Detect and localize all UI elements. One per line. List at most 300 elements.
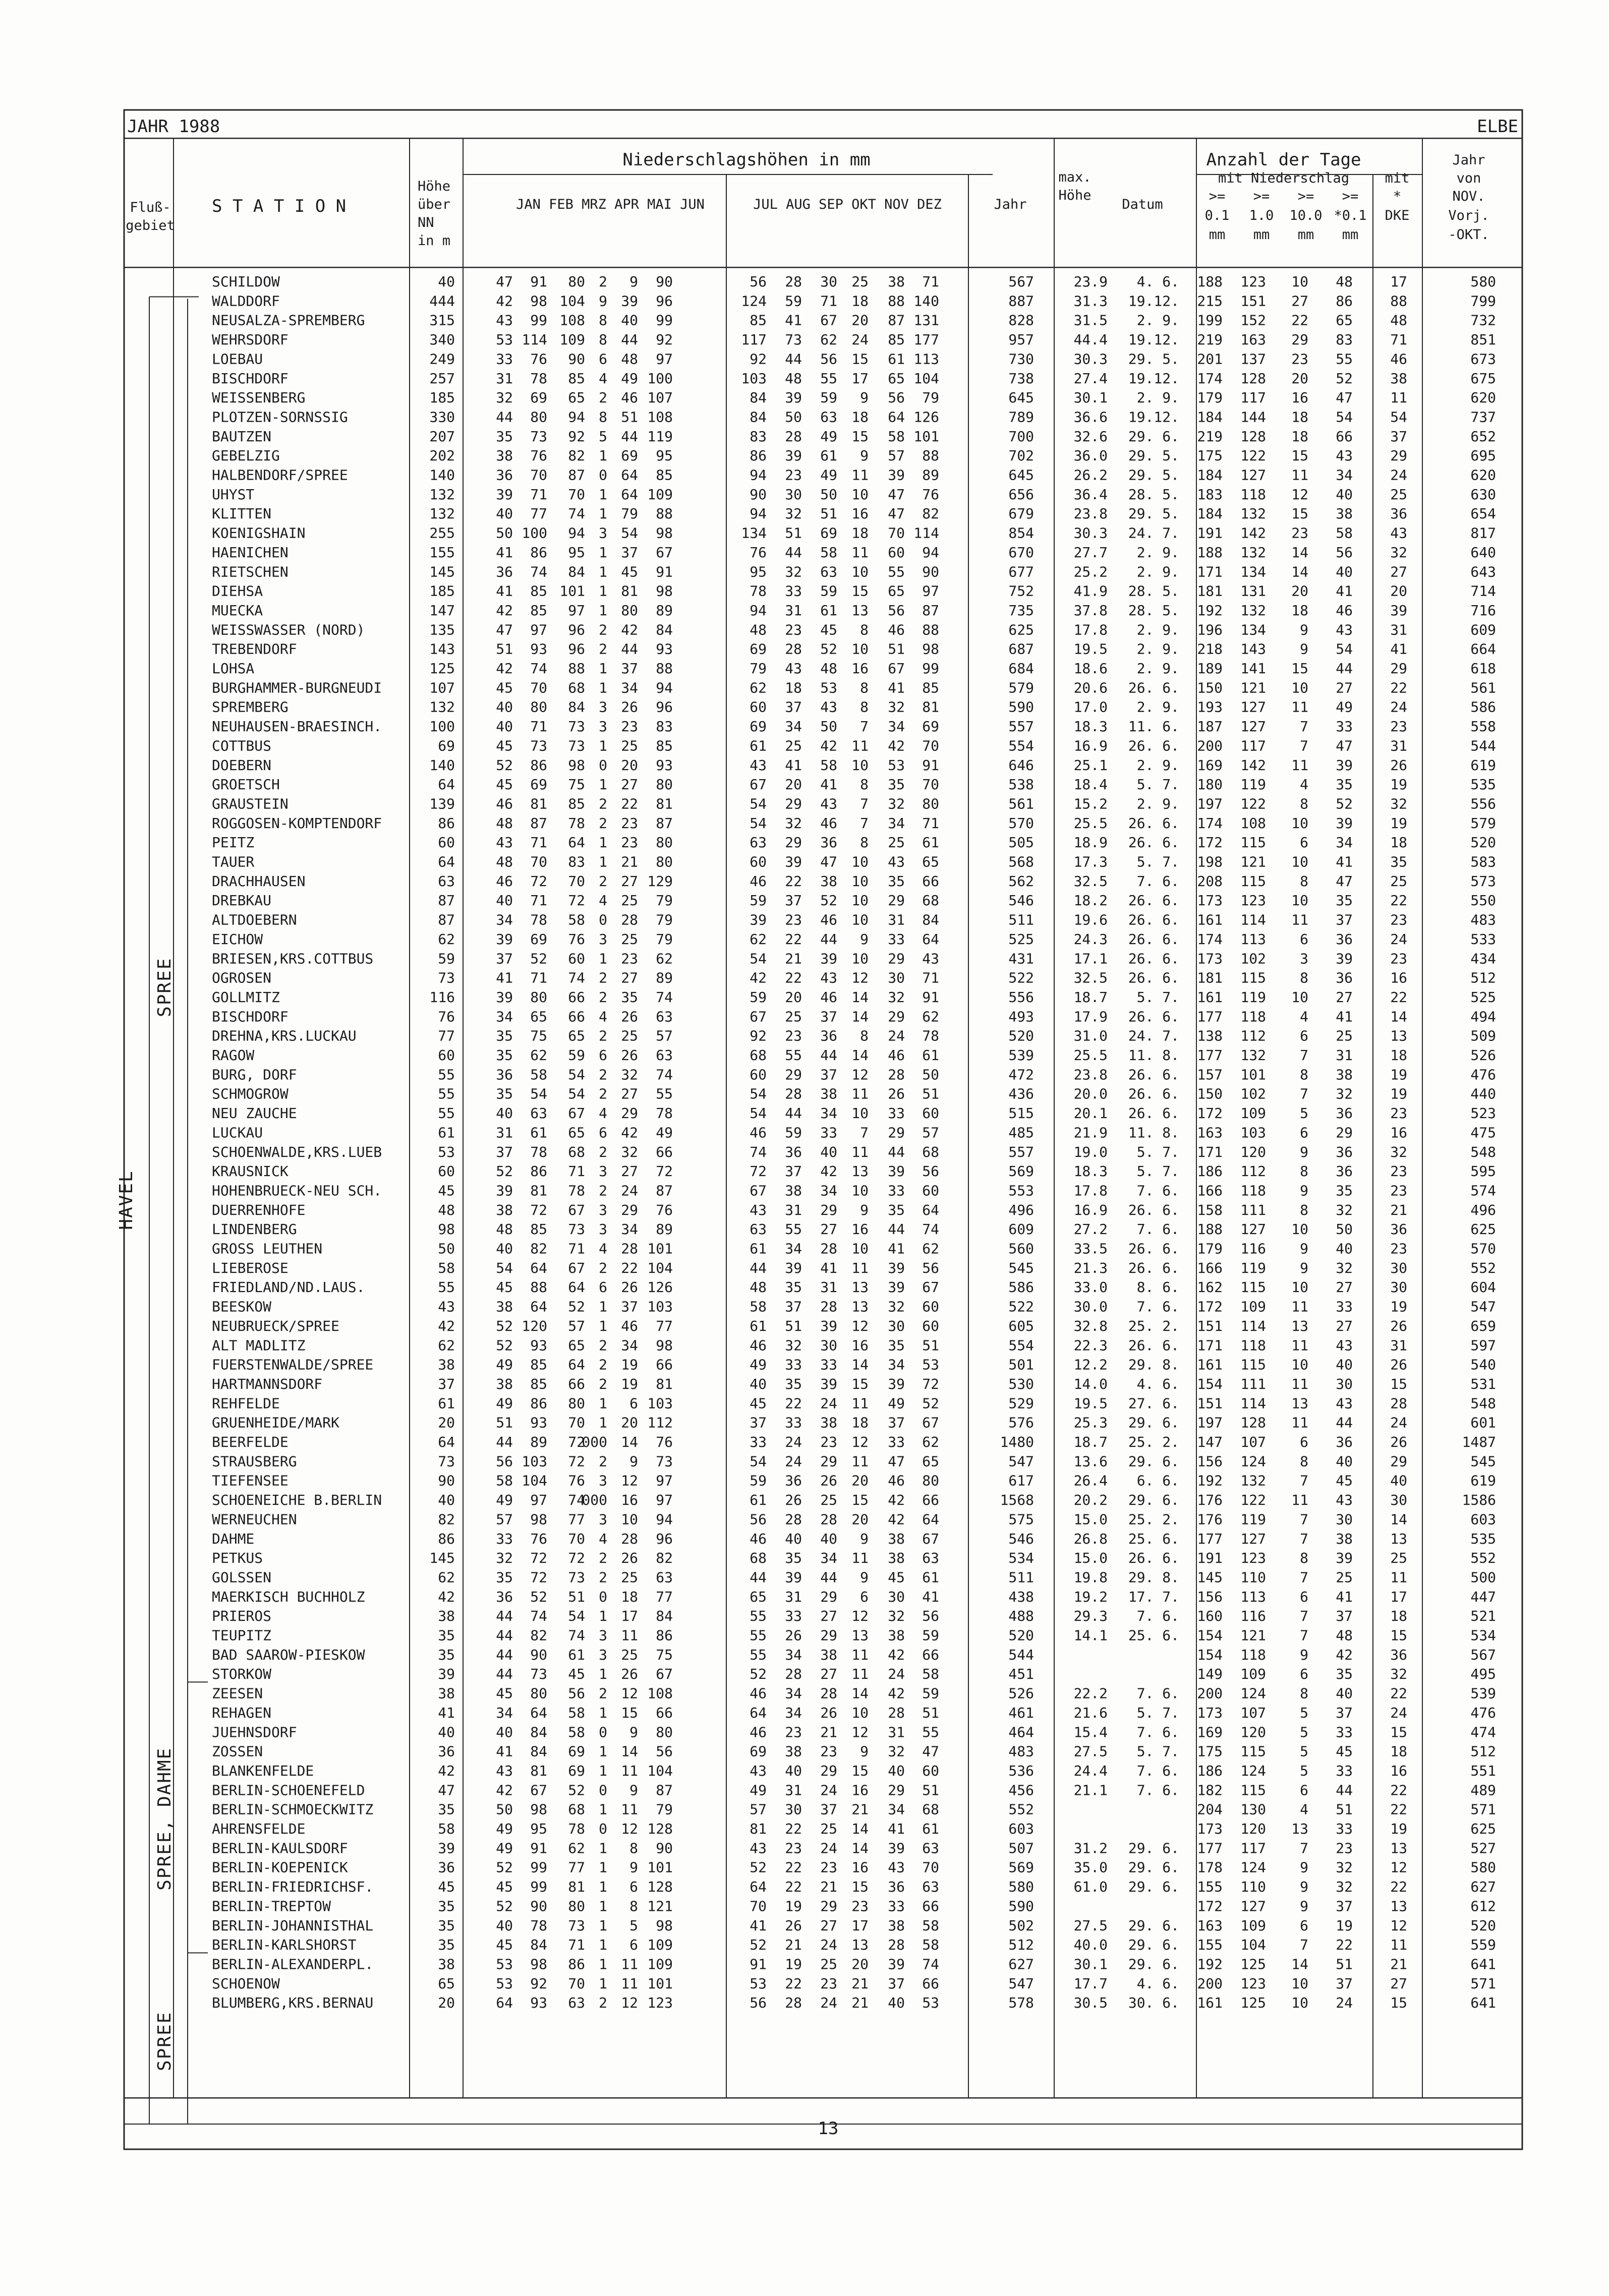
table-cell: 15 bbox=[851, 1492, 869, 1509]
table-cell: 6 bbox=[1300, 1782, 1308, 1799]
table-cell: 11 bbox=[621, 1956, 638, 1973]
table-cell: 85 bbox=[656, 466, 673, 484]
table-row bbox=[212, 273, 1496, 290]
table-cell: 86 bbox=[1336, 292, 1353, 310]
table-cell: 44 bbox=[1336, 1414, 1353, 1431]
table-cell: 72 bbox=[568, 892, 585, 909]
table-cell: 19 bbox=[1390, 1066, 1407, 1083]
table-cell: 255 bbox=[429, 524, 455, 542]
table-row bbox=[212, 660, 1496, 677]
table-cell: 36.6 bbox=[1073, 408, 1108, 426]
table-cell: 29. 5. bbox=[1128, 466, 1179, 484]
table-cell: 53 bbox=[820, 679, 837, 696]
table-cell: 16 bbox=[851, 1782, 869, 1799]
table-cell: 25 bbox=[621, 892, 638, 909]
table-cell: 29 bbox=[785, 1066, 802, 1083]
table-cell: 41 bbox=[438, 1704, 455, 1721]
table-cell: 20 bbox=[851, 312, 869, 329]
table-cell: 714 bbox=[1470, 582, 1496, 600]
table-cell: 56 bbox=[888, 389, 905, 406]
table-cell: 434 bbox=[1470, 950, 1496, 967]
table-cell: 177 bbox=[913, 331, 939, 348]
table-cell: 42 bbox=[888, 1685, 905, 1702]
table-cell: 120 bbox=[1240, 1724, 1266, 1741]
table-cell: 51 bbox=[621, 408, 638, 426]
table-cell: 125 bbox=[1240, 1956, 1266, 1973]
table-cell: 47 bbox=[1336, 389, 1353, 406]
table-cell: 43 bbox=[820, 969, 837, 986]
table-cell: 17.7 bbox=[1073, 1975, 1108, 1992]
table-cell: 61 bbox=[750, 1317, 767, 1334]
table-cell: 26 bbox=[1390, 1317, 1407, 1334]
table-cell: 19.2 bbox=[1073, 1588, 1108, 1605]
table-cell: 438 bbox=[1008, 1588, 1034, 1605]
table-cell: 1 bbox=[599, 1414, 607, 1431]
table-cell: 72 bbox=[922, 1375, 939, 1392]
table-cell: 74 bbox=[568, 1627, 585, 1644]
table-cell: 30 bbox=[888, 969, 905, 986]
table-cell: 103 bbox=[1240, 1124, 1266, 1141]
table-cell: 520 bbox=[1470, 1917, 1496, 1934]
table-cell: 5. 7. bbox=[1136, 988, 1179, 1006]
table-cell: 12 bbox=[1390, 1859, 1407, 1876]
table-cell: 112 bbox=[1240, 1027, 1266, 1044]
table-row bbox=[212, 1936, 1496, 1953]
table-cell: 27 bbox=[621, 1163, 638, 1180]
table-cell: 92 bbox=[568, 428, 585, 445]
station-name: REHFELDE bbox=[212, 1395, 280, 1412]
table-cell: 520 bbox=[1008, 1027, 1034, 1044]
table-cell: 1 bbox=[599, 544, 607, 561]
table-cell: 19 bbox=[1390, 1820, 1407, 1837]
table-cell: 97 bbox=[530, 621, 547, 638]
table-cell: 11. 8. bbox=[1128, 1124, 1179, 1141]
station-name: BERLIN-FRIEDRICHSF. bbox=[212, 1878, 374, 1896]
table-cell: 109 bbox=[647, 1936, 673, 1954]
table-cell: 31 bbox=[888, 911, 905, 928]
table-cell: 34 bbox=[496, 1008, 513, 1025]
table-cell: 64 bbox=[621, 466, 638, 484]
table-cell: 40 bbox=[496, 1917, 513, 1934]
table-cell: 40 bbox=[496, 1240, 513, 1257]
table-cell: 31 bbox=[1390, 621, 1407, 638]
table-cell: 72 bbox=[656, 1163, 673, 1180]
table-cell: 37 bbox=[820, 1801, 837, 1818]
table-cell: 69 bbox=[750, 640, 767, 658]
table-cell: 95 bbox=[568, 544, 585, 561]
table-cell: 35 bbox=[496, 1085, 513, 1102]
table-cell: 42 bbox=[1336, 1646, 1353, 1663]
table-row bbox=[212, 1762, 1496, 1779]
table-cell: 51 bbox=[922, 1782, 939, 1799]
table-cell: 35 bbox=[496, 428, 513, 445]
table-cell: 56 bbox=[922, 1163, 939, 1180]
table-cell: 87 bbox=[656, 814, 673, 832]
table-cell: 34 bbox=[888, 1356, 905, 1373]
table-cell: 124 bbox=[1240, 1453, 1266, 1470]
table-cell: 12 bbox=[851, 1434, 869, 1450]
table-cell: 83 bbox=[750, 428, 767, 445]
table-cell: 100 bbox=[647, 370, 673, 387]
table-cell: 94 bbox=[750, 505, 767, 522]
table-cell: 21 bbox=[820, 1878, 837, 1896]
table-cell: 139 bbox=[429, 795, 455, 812]
table-cell: 34 bbox=[785, 718, 802, 735]
table-cell: 51 bbox=[922, 1704, 939, 1721]
table-cell: 29 bbox=[888, 1008, 905, 1025]
table-cell: 94 bbox=[568, 408, 585, 426]
table-cell: 30 bbox=[1336, 1511, 1353, 1528]
table-cell: 74 bbox=[530, 1608, 547, 1625]
table-cell: 120 bbox=[522, 1317, 547, 1334]
station-name: BISCHDORF bbox=[212, 1008, 289, 1025]
table-row bbox=[212, 1221, 1496, 1238]
table-cell: 561 bbox=[1470, 679, 1496, 696]
table-cell: 84 bbox=[568, 563, 585, 580]
table-cell: 000 bbox=[582, 1434, 607, 1450]
table-cell: 61 bbox=[750, 737, 767, 754]
table-cell: 21.9 bbox=[1073, 1124, 1108, 1141]
table-cell: 64 bbox=[750, 1704, 767, 1721]
table-cell: 10 bbox=[1291, 988, 1308, 1006]
table-cell: 38 bbox=[785, 1182, 802, 1199]
table-cell: 679 bbox=[1008, 505, 1034, 522]
station-name: GROSS LEUTHEN bbox=[212, 1240, 323, 1257]
table-cell: 46 bbox=[888, 621, 905, 638]
table-cell: 21 bbox=[621, 853, 638, 870]
table-cell: 26. 6. bbox=[1128, 950, 1179, 967]
table-cell: 132 bbox=[1240, 1472, 1266, 1489]
table-cell: 64 bbox=[496, 1994, 513, 2012]
table-cell: 29 bbox=[785, 795, 802, 812]
threshold-op-4: >= bbox=[1342, 189, 1359, 204]
table-cell: 39 bbox=[785, 447, 802, 464]
station-name: DOEBERN bbox=[212, 756, 272, 774]
table-cell: 73 bbox=[568, 718, 585, 735]
table-cell: 22 bbox=[785, 1975, 802, 1992]
table-cell: 75 bbox=[656, 1646, 673, 1663]
table-cell: 673 bbox=[1470, 350, 1496, 368]
table-cell: 1 bbox=[599, 1743, 607, 1760]
table-cell: 24 bbox=[1336, 1994, 1353, 2012]
table-cell: 19.12. bbox=[1128, 292, 1179, 310]
table-cell: 19 bbox=[785, 1898, 802, 1915]
table-cell: 69 bbox=[438, 737, 455, 754]
table-cell: 13 bbox=[851, 1627, 869, 1644]
table-cell: 7 bbox=[1300, 1840, 1308, 1857]
table-cell: 19.0 bbox=[1073, 1143, 1108, 1160]
table-cell: 55 bbox=[438, 1279, 455, 1296]
table-cell: 10 bbox=[621, 1511, 638, 1528]
table-cell: 89 bbox=[922, 466, 939, 484]
table-cell: 109 bbox=[647, 1956, 673, 1973]
table-cell: 120 bbox=[1240, 1820, 1266, 1837]
table-cell: 72 bbox=[530, 1569, 547, 1586]
table-cell: 63 bbox=[656, 1047, 673, 1064]
table-cell: 828 bbox=[1008, 312, 1034, 329]
table-cell: 6 bbox=[599, 1047, 607, 1064]
table-cell: 29 bbox=[1390, 447, 1407, 464]
table-cell: 12 bbox=[851, 969, 869, 986]
station-name: AHRENSFELDE bbox=[212, 1820, 306, 1837]
table-cell: 37 bbox=[1336, 911, 1353, 928]
station-name: BISCHDORF bbox=[212, 370, 289, 387]
table-cell: 21 bbox=[1390, 1201, 1407, 1218]
table-cell: 21 bbox=[1390, 1956, 1407, 1973]
table-cell: 137 bbox=[1240, 350, 1266, 368]
table-cell: 172 bbox=[1197, 1298, 1223, 1315]
table-cell: 5. 7. bbox=[1136, 776, 1179, 793]
table-cell: 684 bbox=[1008, 660, 1034, 677]
table-cell: 14 bbox=[851, 1047, 869, 1064]
table-cell: 656 bbox=[1008, 486, 1034, 503]
table-cell: 11 bbox=[1291, 1337, 1308, 1354]
table-cell: 68 bbox=[568, 1143, 585, 1160]
table-cell: 109 bbox=[1240, 1298, 1266, 1315]
table-cell: 13 bbox=[1390, 1530, 1407, 1547]
table-cell: 12 bbox=[851, 1317, 869, 1334]
table-cell: 22.3 bbox=[1073, 1337, 1108, 1354]
table-cell: 32 bbox=[785, 814, 802, 832]
table-cell: 60 bbox=[750, 1066, 767, 1083]
table-cell: 547 bbox=[1470, 1298, 1496, 1315]
table-row bbox=[212, 1202, 1496, 1218]
table-cell: 42 bbox=[888, 1646, 905, 1663]
table-cell: 126 bbox=[913, 408, 939, 426]
table-cell: 7 bbox=[860, 1124, 869, 1141]
table-cell: 620 bbox=[1470, 389, 1496, 406]
table-cell: 70 bbox=[922, 1859, 939, 1876]
table-cell: 40 bbox=[621, 312, 638, 329]
table-cell: 68 bbox=[568, 1801, 585, 1818]
table-cell: 41 bbox=[496, 544, 513, 561]
table-cell: 3 bbox=[599, 1221, 607, 1238]
table-cell: 34 bbox=[888, 814, 905, 832]
table-row bbox=[212, 950, 1496, 967]
table-cell: 22 bbox=[1390, 892, 1407, 909]
table-cell: 71 bbox=[922, 969, 939, 986]
table-cell: 36 bbox=[785, 1143, 802, 1160]
table-cell: 41 bbox=[496, 969, 513, 986]
table-cell: 69 bbox=[530, 930, 547, 948]
table-cell: 87 bbox=[656, 1782, 673, 1799]
table-cell: 81 bbox=[922, 698, 939, 716]
table-cell: 115 bbox=[1240, 872, 1266, 890]
table-cell: 185 bbox=[429, 582, 455, 600]
table-cell: 19.6 bbox=[1073, 911, 1108, 928]
table-cell: 115 bbox=[1240, 1279, 1266, 1296]
table-cell: 141 bbox=[1240, 660, 1266, 677]
table-cell: 109 bbox=[647, 486, 673, 503]
table-cell: 9 bbox=[629, 1453, 638, 1470]
station-name: BLANKENFELDE bbox=[212, 1762, 314, 1779]
table-cell: 158 bbox=[1197, 1201, 1223, 1218]
table-cell: 123 bbox=[1240, 1975, 1266, 1992]
table-cell: 44 bbox=[888, 1143, 905, 1160]
table-cell: 55 bbox=[656, 1085, 673, 1102]
table-cell: 23 bbox=[1390, 950, 1407, 967]
table-cell: 1 bbox=[599, 834, 607, 851]
table-cell: 14 bbox=[1390, 1511, 1407, 1528]
table-cell: 65 bbox=[888, 582, 905, 600]
table-cell: 436 bbox=[1008, 1085, 1034, 1102]
table-cell: 44 bbox=[496, 1666, 513, 1683]
table-cell: 177 bbox=[1197, 1840, 1223, 1857]
table-cell: 56 bbox=[750, 273, 767, 290]
table-cell: 64 bbox=[568, 1356, 585, 1373]
table-cell: 51 bbox=[568, 1588, 585, 1605]
table-cell: 2 bbox=[599, 969, 607, 986]
table-cell: 61 bbox=[750, 1240, 767, 1257]
table-cell: 66 bbox=[568, 1375, 585, 1392]
table-cell: 1 bbox=[599, 1666, 607, 1683]
table-cell: 72 bbox=[530, 872, 547, 890]
table-cell: 26 bbox=[785, 1492, 802, 1509]
table-cell: 19 bbox=[1390, 1085, 1407, 1102]
table-cell: 568 bbox=[1008, 853, 1034, 870]
table-cell: 25. 6. bbox=[1128, 1627, 1179, 1644]
table-cell: 0 bbox=[599, 466, 607, 484]
table-cell: 1 bbox=[599, 563, 607, 580]
table-cell: 46 bbox=[496, 872, 513, 890]
table-cell: 36 bbox=[1336, 1434, 1353, 1450]
table-cell: 17 bbox=[851, 370, 869, 387]
table-cell: 25 bbox=[1390, 1550, 1407, 1567]
table-cell: 74 bbox=[568, 969, 585, 986]
table-cell: 646 bbox=[1008, 756, 1034, 774]
table-row bbox=[212, 1801, 1496, 1818]
table-cell: 19.5 bbox=[1073, 640, 1108, 658]
table-cell: 546 bbox=[1008, 892, 1034, 909]
station-name: NEU ZAUCHE bbox=[212, 1105, 297, 1122]
table-cell: 1480 bbox=[1000, 1434, 1034, 1450]
table-cell: 40 bbox=[1390, 1472, 1407, 1489]
table-cell: 42 bbox=[820, 737, 837, 754]
table-cell: 52 bbox=[750, 1936, 767, 1954]
table-cell: 63 bbox=[568, 1994, 585, 2012]
table-cell: 32 bbox=[1390, 795, 1407, 812]
table-cell: 1 bbox=[599, 679, 607, 696]
table-cell: 38 bbox=[785, 1743, 802, 1760]
table-cell: 14 bbox=[851, 1685, 869, 1702]
table-cell: 71 bbox=[1390, 331, 1407, 348]
table-cell: 25 bbox=[851, 273, 869, 290]
table-cell: 70 bbox=[888, 524, 905, 542]
table-cell: 23 bbox=[1291, 524, 1308, 542]
table-cell: 16 bbox=[851, 660, 869, 677]
table-cell: 13 bbox=[1390, 1840, 1407, 1857]
table-cell: 166 bbox=[1197, 1182, 1223, 1199]
table-cell: 140 bbox=[429, 756, 455, 774]
table-cell: 154 bbox=[1197, 1646, 1223, 1663]
table-cell: 54 bbox=[750, 1453, 767, 1470]
table-cell: 49 bbox=[656, 1124, 673, 1141]
table-cell: 88 bbox=[656, 660, 673, 677]
table-cell: 29 bbox=[621, 1105, 638, 1122]
table-cell: 42 bbox=[888, 737, 905, 754]
table-cell: 64 bbox=[438, 776, 455, 793]
table-cell: 11 bbox=[621, 1762, 638, 1779]
table-cell: 48 bbox=[1390, 312, 1407, 329]
table-cell: 69 bbox=[922, 718, 939, 735]
table-cell: 36 bbox=[1336, 1105, 1353, 1122]
table-cell: 16 bbox=[851, 1337, 869, 1354]
table-cell: 627 bbox=[1470, 1878, 1496, 1896]
table-row bbox=[212, 815, 1496, 832]
table-cell: 29 bbox=[1390, 660, 1407, 677]
table-cell: 4 bbox=[599, 1008, 607, 1025]
table-cell: 73 bbox=[568, 737, 585, 754]
table-cell: 58 bbox=[888, 428, 905, 445]
table-cell: 33.5 bbox=[1073, 1240, 1108, 1257]
station-name: FUERSTENWALDE/SPREE bbox=[212, 1356, 374, 1373]
table-cell: 34 bbox=[1336, 466, 1353, 484]
table-cell: 64 bbox=[922, 1511, 939, 1528]
table-cell: 187 bbox=[1197, 718, 1223, 735]
table-cell: 26. 6. bbox=[1128, 892, 1179, 909]
table-cell: 6 bbox=[599, 1124, 607, 1141]
table-cell: 571 bbox=[1470, 1801, 1496, 1818]
table-row bbox=[212, 1608, 1496, 1624]
table-cell: 12 bbox=[851, 1724, 869, 1741]
table-cell: 52 bbox=[750, 1666, 767, 1683]
table-cell: 67 bbox=[922, 1279, 939, 1296]
table-cell: 11 bbox=[621, 1801, 638, 1818]
table-cell: 13 bbox=[851, 1298, 869, 1315]
table-cell: 145 bbox=[429, 563, 455, 580]
table-cell: 207 bbox=[429, 428, 455, 445]
table-cell: 551 bbox=[1470, 1762, 1496, 1779]
table-cell: 20.2 bbox=[1073, 1492, 1108, 1509]
table-cell: 52 bbox=[496, 1898, 513, 1915]
table-cell: 161 bbox=[1197, 988, 1223, 1006]
table-cell: 32 bbox=[1336, 1259, 1353, 1276]
table-cell: 1 bbox=[599, 1917, 607, 1934]
table-cell: 1 bbox=[599, 1878, 607, 1896]
table-cell: 8 bbox=[1300, 1550, 1308, 1567]
table-cell: 102 bbox=[1240, 950, 1266, 967]
table-cell: 68 bbox=[922, 892, 939, 909]
table-cell: 10 bbox=[1291, 892, 1308, 909]
table-row bbox=[212, 1163, 1496, 1180]
table-cell: 115 bbox=[1240, 834, 1266, 851]
table-cell: 26 bbox=[888, 1085, 905, 1102]
table-row bbox=[212, 1473, 1496, 1489]
table-cell: 58 bbox=[750, 1298, 767, 1315]
table-cell: 114 bbox=[913, 524, 939, 542]
table-cell: 44 bbox=[820, 1569, 837, 1586]
table-cell: 73 bbox=[785, 331, 802, 348]
table-cell: 4 bbox=[1300, 1801, 1308, 1818]
table-cell: 58 bbox=[496, 1472, 513, 1489]
table-cell: 29 bbox=[888, 1124, 905, 1141]
table-cell: 122 bbox=[1240, 1492, 1266, 1509]
table-cell: 530 bbox=[1008, 1375, 1034, 1392]
table-cell: 28 bbox=[820, 1685, 837, 1702]
table-cell: 43 bbox=[750, 1762, 767, 1779]
table-cell: 9 bbox=[1300, 1878, 1308, 1896]
table-cell: 21 bbox=[851, 1801, 869, 1818]
table-cell: 23 bbox=[1390, 1163, 1407, 1180]
table-cell: 6 bbox=[860, 1588, 869, 1605]
table-cell: 74 bbox=[568, 505, 585, 522]
table-cell: 44 bbox=[496, 408, 513, 426]
table-cell: 85 bbox=[656, 737, 673, 754]
table-cell: 163 bbox=[1197, 1917, 1223, 1934]
table-cell: 74 bbox=[922, 1956, 939, 1973]
table-cell: 17.3 bbox=[1073, 853, 1108, 870]
table-cell: 16 bbox=[621, 1492, 638, 1509]
